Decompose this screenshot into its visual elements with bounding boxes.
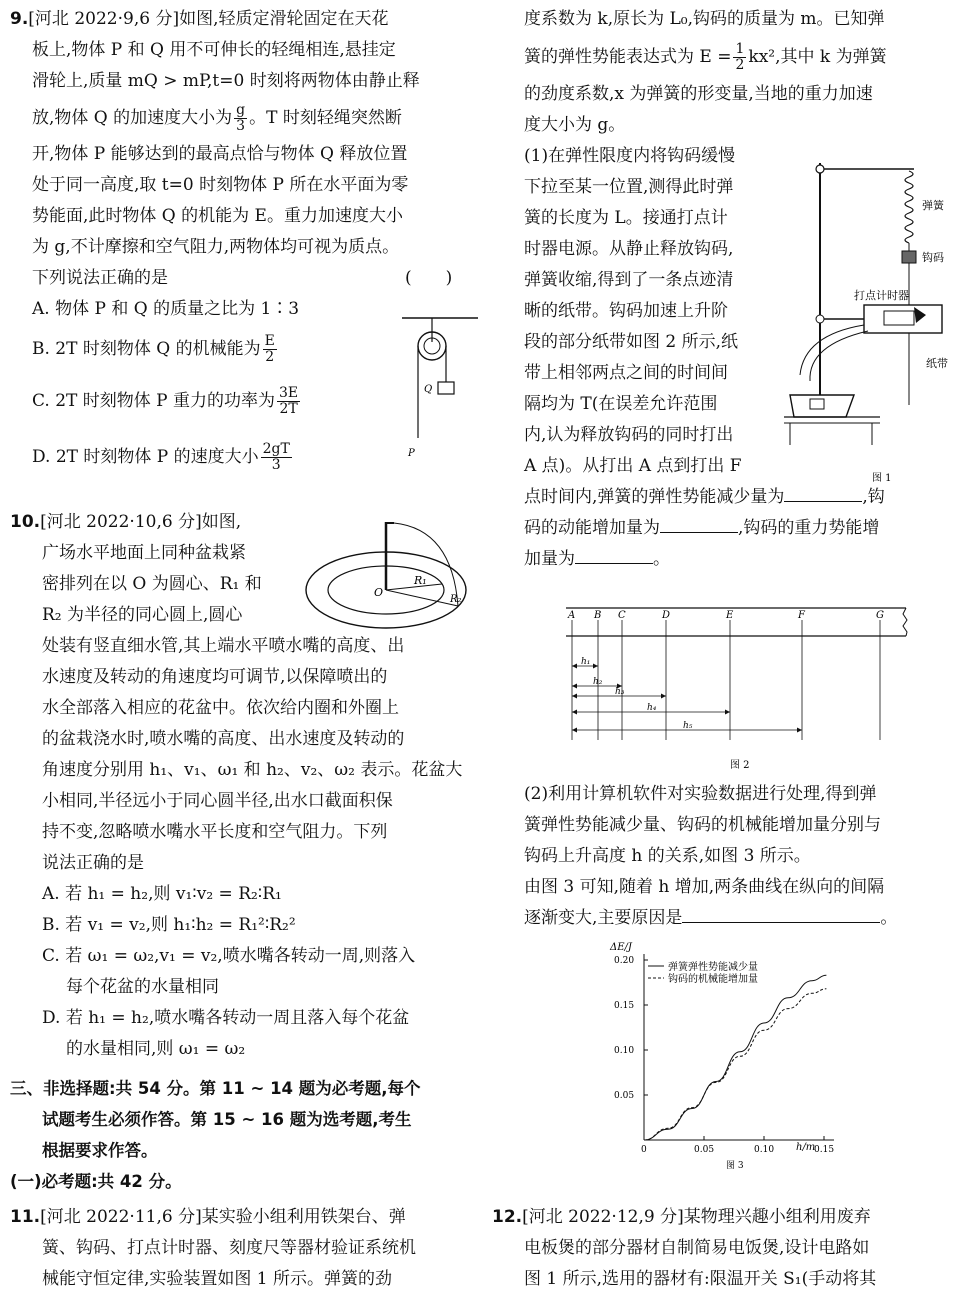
text-line: 度系数为 k,原长为 L₀,钩码的质量为 m。已知弹 [524,9,885,29]
label-q: Q [424,384,433,395]
base-block [810,399,824,409]
text-line: 带上相邻两点之间的时间间 [524,363,728,383]
dimension-arrow [572,728,577,733]
text-line: 段的部分纸带如图 2 所示,纸 [524,332,739,352]
text-line: 处装有竖直细水管,其上端水平喷水嘴的高度、出 [42,636,405,656]
power-cord [800,325,864,375]
text-line: (1)在弹性限度内将钩码缓慢 [524,146,736,166]
text-line: 。T 时刻轻绳突然断 [249,108,402,128]
legend-label: 钩码的机械能增加量 [668,974,758,985]
text-line: 板上,物体 P 和 Q 用不可伸长的轻绳相连,悬挂定 [32,40,396,60]
label-spring: 弹簧 [922,199,944,212]
fraction: $\frac{3E}{2T}$ [279,385,299,417]
caption-fig-1: 图 1 [872,473,892,484]
apparatus-figure-1 [784,155,954,491]
text-line: 滑轮上,质量 mQ > mP,t=0 时刻将两物体由静止释 [32,71,420,91]
text-line: 度大小为 g。 [524,115,626,135]
text-line: ,钩 [862,487,885,507]
x-tick-label: 0.10 [754,1145,775,1155]
dimension-label: h₃ [615,687,625,697]
tape-tear [903,608,907,636]
dimension-arrow [661,694,666,699]
block-q [438,382,454,394]
text-line: 弹簧收缩,得到了一条点迹清 [524,270,734,290]
text-line: 广场水平地面上同种盆栽紧 [42,543,246,563]
text-line: 簧弹性势能减少量、钩码的机械能增加量分别与 [524,815,881,835]
answer-blank-3[interactable] [575,545,653,564]
question-11-part-2 [524,779,897,934]
dimension-arrow [797,728,802,733]
y-tick-label: 0.05 [614,1091,635,1101]
option-a: A. 物体 P 和 Q 的质量之比为 1∶3 [32,299,300,319]
dimension-arrow [572,694,577,699]
text-line: 说法正确的是 [42,853,144,873]
dimension-arrow [593,664,598,669]
option-b: B. 2T 时刻物体 Q 的机械能为 [32,339,261,359]
text-line: 簧的长度为 L。接通打点计 [524,208,728,228]
text-line: 下拉至某一位置,测得此时弹 [524,177,734,197]
tape-point-label: F [798,610,805,621]
tape-dimensions [572,657,802,733]
x-tick-label: 0.15 [814,1145,835,1155]
label-r2: R₂ [450,594,462,605]
text-line: 图 1 所示,选用的器材有:限温开关 S₁(手动将其 [524,1269,877,1289]
caption-fig-2: 图 2 [730,760,750,771]
fountain-figure [302,514,474,634]
text-line: 持不变,忽略喷水嘴水平长度和空气阻力。下列 [42,822,388,842]
y-tick-label: 0.15 [614,1001,635,1011]
tape-point-label: C [618,610,626,621]
dimension-label: h₂ [593,677,603,687]
text-line: A 点)。从打出 A 点到打出 F [524,456,742,476]
tape-point-label: G [876,610,884,621]
tape-figure-2 [562,600,918,774]
text-line: R₂ 为半径的同心圆上,圆心 [42,605,243,625]
text-line: ,钩码的重力势能增 [738,518,880,538]
option-d: D. 若 h₁ = h₂,喷水嘴各转动一周且落入每个花盆 [42,1008,410,1028]
section-heading: 试题考生必须作答。第 15 ~ 16 题为选考题,考生 [42,1110,412,1129]
chart-legend [648,960,758,985]
option-d-cont: 的水量相同,则 ω₁ = ω₂ [66,1039,246,1059]
text-line: 。 [653,549,670,569]
option-c: C. 若 ω₁ = ω₂,v₁ = v₂,喷水嘴各转动一周,则落入 [42,946,416,966]
hook-weight [902,251,916,263]
answer-blank-4[interactable] [682,904,880,923]
series-line [644,975,826,1140]
x-tick-label: 0.05 [694,1145,715,1155]
label-p: P [408,448,415,459]
caption-fig-3: 图 3 [726,1161,744,1170]
tape-point-label: D [662,610,671,621]
text-line: 隔均为 T(在误差允许范围 [524,394,718,414]
question-11-left [10,1202,416,1295]
x-tick-label: 0 [641,1145,647,1155]
legend-label: 弹簧弹性势能减少量 [668,962,758,973]
text-line: [河北 2022·11,6 分]某实验小组利用铁架台、弹 [40,1207,406,1227]
label-tape: 纸带 [926,357,948,370]
dimension-label: h₁ [581,657,591,667]
text-line: 内,认为释放钩码的同时打出 [524,425,734,445]
text-line: [河北 2022·12,9 分]某物理兴趣小组利用废弃 [522,1207,871,1227]
tape-point-label: B [594,610,602,621]
pulley-figure [402,312,482,462]
option-b: B. 若 v₁ = v₂,则 h₁∶h₂ = R₁²∶R₂² [42,915,296,935]
chart-ticks [614,956,834,1155]
option-c: C. 2T 时刻物体 P 重力的功率为 [32,391,276,411]
text-line: 水速度及转动的角速度均可调节,以保障喷出的 [42,667,388,687]
text-line: 码的动能增加量为 [524,518,660,538]
spring-coil [905,171,913,243]
y-tick-label: 0.10 [614,1046,635,1056]
y-tick-label: 0.20 [614,956,635,966]
y-axis-label: ΔE/J [610,942,632,953]
label-o: O [374,586,384,599]
fraction: $\frac{g}{3}$ [236,102,246,134]
fraction: $\frac{2gT}{3}$ [262,441,290,473]
tape-point-label: A [568,610,576,621]
question-number: 12. [492,1207,523,1227]
timer-window [884,311,914,325]
energy-chart-figure-3 [608,940,858,1170]
dimension-arrow [572,684,577,689]
text-line: kx²,其中 k 为弹簧 [748,47,887,67]
text-line: 晰的纸带。钩码加速上升阶 [524,301,728,321]
question-9 [10,4,453,485]
text-line: 。 [880,908,898,928]
answer-blank-2[interactable] [660,514,738,533]
dimension-label: h₅ [683,721,693,731]
power-cord-2 [810,331,868,381]
text-line: 钩码上升高度 h 的关系,如图 3 所示。 [524,846,811,866]
chart-series [644,975,826,1140]
text-line: 势能面,此时物体 Q 的机能为 E。重力加速度大小 [32,206,403,226]
text-line: 时器电源。从静止释放钩码, [524,239,734,259]
radius-r2 [386,590,458,606]
subsection-heading: (一)必考题:共 42 分。 [10,1172,182,1191]
question-number: 9. [10,9,29,29]
option-a: A. 若 h₁ = h₂,则 v₁∶v₂ = R₂∶R₁ [42,884,282,904]
section-heading: 根据要求作答。 [42,1141,158,1160]
fraction: $\frac{E}{2}$ [264,333,275,365]
clamp-knob [816,165,824,173]
answer-bracket: ( ) [405,268,453,288]
text-line: (2)利用计算机软件对实验数据进行处理,得到弹 [524,784,877,804]
text-line: 水全部落入相应的花盆中。依次给内圈和外圈上 [42,698,399,718]
question-12 [492,1202,876,1295]
clamp-knob-2 [816,315,824,323]
dimension-arrow [725,710,730,715]
tape-point-label: E [726,610,734,621]
tape-points [567,610,884,740]
fraction: $\frac{1}{2}$ [735,41,745,73]
text-line: 为 g,不计摩擦和空气阻力,两物体均可视为质点。 [32,237,400,257]
text-line: 簧的弹性势能表达式为 E = [524,47,732,67]
text-line: 小相同,半径远小于同心圆半径,出水口截面积保 [42,791,393,811]
text-line: 电板煲的部分器材自制简易电饭煲,设计电路如 [524,1238,870,1258]
text-line: 点时间内,弹簧的弹性势能减少量为 [524,487,785,507]
text-line: 开,物体 P 能够达到的最高点恰与物体 Q 释放位置 [32,144,408,164]
label-timer: 打点计时器 [854,289,909,302]
x-axis-label: h/m [796,1142,816,1153]
text-line: 下列说法正确的是 [32,268,168,288]
text-line: 放,物体 Q 的加速度大小为 [32,108,233,128]
label-weight: 钩码 [922,251,944,264]
text-line: 簧、钩码、打点计时器、刻度尺等器材验证系统机 [42,1238,416,1258]
text-line: [河北 2022·9,6 分]如图,轻质定滑轮固定在天花 [28,9,389,29]
text-line: 处于同一高度,取 t=0 时刻物体 P 所在水平面为零 [32,175,409,195]
text-line: 的劲度系数,x 为弹簧的形变量,当地的重力加速 [524,84,873,104]
section-three [10,1073,421,1197]
text-line: 由图 3 可知,随着 h 增加,两条曲线在纵向的间隔 [524,877,885,897]
text-line: 逐渐变大,主要原因是 [524,908,683,928]
text-line: 的盆栽浇水时,喷水嘴的高度、出水速度及转动的 [42,729,405,749]
label-r1: R₁ [414,574,427,587]
question-number: 11. [10,1207,41,1227]
text-line: 械能守恒定律,实验装置如图 1 所示。弹簧的劲 [42,1269,393,1289]
dimension-arrow [572,710,577,715]
question-number: 10. [10,512,41,532]
text-line: [河北 2022·10,6 分]如图, [40,512,242,532]
section-heading: 三、非选择题:共 54 分。第 11 ~ 14 题为必考题,每个 [10,1079,421,1098]
text-line: 加量为 [524,549,575,569]
dimension-label: h₄ [647,703,657,713]
dimension-arrow [572,664,577,669]
option-d: D. 2T 时刻物体 P 的速度大小 [32,447,259,467]
text-line: 密排列在以 O 为圆心、R₁ 和 [42,574,262,594]
text-line: 角速度分别用 h₁、v₁、ω₁ 和 h₂、v₂、ω₂ 表示。花盆大 [42,760,463,780]
series-line [644,989,826,1140]
option-c-cont: 每个花盆的水量相同 [66,977,219,997]
